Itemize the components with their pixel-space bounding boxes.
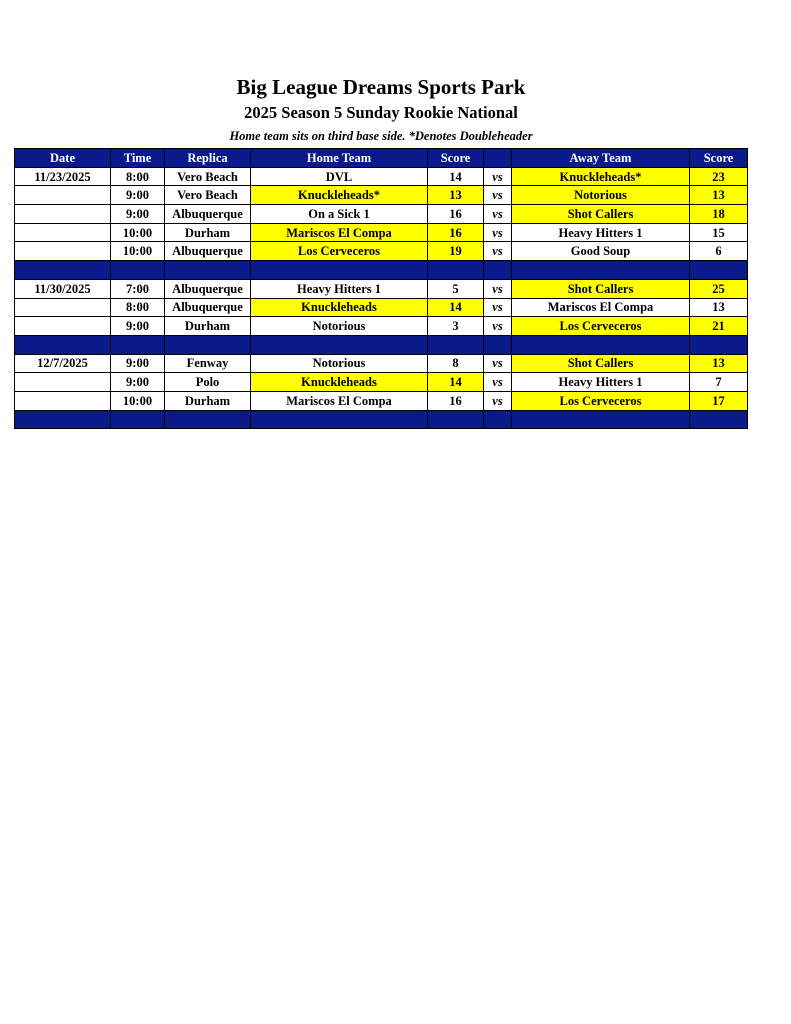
away-team-cell: Shot Callers bbox=[512, 354, 690, 373]
header-home-score: Score bbox=[428, 149, 484, 168]
schedule-body bbox=[15, 167, 748, 429]
replica-cell: Albuquerque bbox=[165, 279, 251, 298]
home-score-cell: 16 bbox=[428, 223, 484, 242]
separator-cell bbox=[165, 410, 251, 429]
separator-cell bbox=[15, 261, 111, 280]
separator-cell bbox=[251, 410, 428, 429]
vs-cell: vs bbox=[484, 167, 512, 186]
time-cell: 9:00 bbox=[111, 317, 165, 336]
separator-cell bbox=[428, 410, 484, 429]
home-team-cell: Notorious bbox=[251, 317, 428, 336]
header-replica: Replica bbox=[165, 149, 251, 168]
home-team-cell: DVL bbox=[251, 167, 428, 186]
separator-cell bbox=[690, 261, 748, 280]
away-team-cell: Mariscos El Compa bbox=[512, 298, 690, 317]
separator-cell bbox=[690, 410, 748, 429]
date-cell bbox=[15, 373, 111, 392]
time-cell: 8:00 bbox=[111, 298, 165, 317]
separator-cell bbox=[512, 261, 690, 280]
home-team-cell: On a Sick 1 bbox=[251, 205, 428, 224]
away-score-cell: 23 bbox=[690, 167, 748, 186]
separator-cell bbox=[15, 410, 111, 429]
replica-cell: Vero Beach bbox=[165, 186, 251, 205]
game-row bbox=[15, 223, 748, 242]
away-score-cell: 21 bbox=[690, 317, 748, 336]
home-score-cell: 8 bbox=[428, 354, 484, 373]
separator-cell bbox=[512, 335, 690, 354]
game-row bbox=[15, 279, 748, 298]
header-row bbox=[15, 149, 748, 168]
game-row bbox=[15, 317, 748, 336]
date-cell bbox=[15, 298, 111, 317]
separator-cell bbox=[512, 410, 690, 429]
time-cell: 9:00 bbox=[111, 373, 165, 392]
game-row bbox=[15, 205, 748, 224]
away-score-cell: 13 bbox=[690, 354, 748, 373]
replica-cell: Polo bbox=[165, 373, 251, 392]
home-team-cell: Notorious bbox=[251, 354, 428, 373]
vs-cell: vs bbox=[484, 373, 512, 392]
date-cell bbox=[15, 223, 111, 242]
separator-cell bbox=[111, 335, 165, 354]
separator-cell bbox=[251, 261, 428, 280]
week-separator-row bbox=[15, 410, 748, 429]
game-row bbox=[15, 298, 748, 317]
replica-cell: Durham bbox=[165, 317, 251, 336]
home-score-cell: 16 bbox=[428, 205, 484, 224]
time-cell: 9:00 bbox=[111, 354, 165, 373]
schedule-note: Home team sits on third base side. *Denotes Doubleheader bbox=[229, 129, 533, 143]
away-team-cell: Los Cerveceros bbox=[512, 317, 690, 336]
home-score-cell: 3 bbox=[428, 317, 484, 336]
away-score-cell: 18 bbox=[690, 205, 748, 224]
vs-cell: vs bbox=[484, 391, 512, 410]
away-team-cell: Heavy Hitters 1 bbox=[512, 223, 690, 242]
replica-cell: Fenway bbox=[165, 354, 251, 373]
separator-cell bbox=[690, 335, 748, 354]
separator-cell bbox=[165, 335, 251, 354]
date-cell: 12/7/2025 bbox=[15, 354, 111, 373]
vs-cell: vs bbox=[484, 205, 512, 224]
game-row bbox=[15, 373, 748, 392]
replica-cell: Albuquerque bbox=[165, 242, 251, 261]
game-row bbox=[15, 242, 748, 261]
date-cell bbox=[15, 186, 111, 205]
game-row bbox=[15, 391, 748, 410]
time-cell: 7:00 bbox=[111, 279, 165, 298]
home-team-cell: Knuckleheads* bbox=[251, 186, 428, 205]
separator-cell bbox=[111, 261, 165, 280]
time-cell: 8:00 bbox=[111, 167, 165, 186]
separator-cell bbox=[165, 261, 251, 280]
header-vs bbox=[484, 149, 512, 168]
separator-cell bbox=[111, 410, 165, 429]
away-team-cell: Notorious bbox=[512, 186, 690, 205]
week-separator-row bbox=[15, 335, 748, 354]
home-score-cell: 14 bbox=[428, 167, 484, 186]
away-team-cell: Shot Callers bbox=[512, 279, 690, 298]
vs-cell: vs bbox=[484, 242, 512, 261]
vs-cell: vs bbox=[484, 298, 512, 317]
page-title: Big League Dreams Sports Park bbox=[236, 75, 526, 99]
week-separator-row bbox=[15, 261, 748, 280]
header-away-team: Away Team bbox=[512, 149, 690, 168]
date-cell: 11/23/2025 bbox=[15, 167, 111, 186]
home-team-cell: Knuckleheads bbox=[251, 298, 428, 317]
game-row bbox=[15, 167, 748, 186]
away-score-cell: 7 bbox=[690, 373, 748, 392]
separator-cell bbox=[484, 261, 512, 280]
home-score-cell: 14 bbox=[428, 298, 484, 317]
date-cell bbox=[15, 242, 111, 261]
away-team-cell: Los Cerveceros bbox=[512, 391, 690, 410]
time-cell: 10:00 bbox=[111, 391, 165, 410]
home-score-cell: 16 bbox=[428, 391, 484, 410]
home-team-cell: Los Cerveceros bbox=[251, 242, 428, 261]
replica-cell: Durham bbox=[165, 223, 251, 242]
home-team-cell: Mariscos El Compa bbox=[251, 391, 428, 410]
replica-cell: Albuquerque bbox=[165, 205, 251, 224]
header-home-team: Home Team bbox=[251, 149, 428, 168]
separator-cell bbox=[428, 261, 484, 280]
home-team-cell: Knuckleheads bbox=[251, 373, 428, 392]
vs-cell: vs bbox=[484, 354, 512, 373]
header-time: Time bbox=[111, 149, 165, 168]
separator-cell bbox=[484, 410, 512, 429]
away-team-cell: Knuckleheads* bbox=[512, 167, 690, 186]
away-score-cell: 6 bbox=[690, 242, 748, 261]
separator-cell bbox=[251, 335, 428, 354]
home-team-cell: Heavy Hitters 1 bbox=[251, 279, 428, 298]
time-cell: 9:00 bbox=[111, 186, 165, 205]
separator-cell bbox=[15, 335, 111, 354]
page-subtitle: 2025 Season 5 Sunday Rookie National bbox=[244, 103, 518, 122]
header-date: Date bbox=[15, 149, 111, 168]
date-cell bbox=[15, 317, 111, 336]
time-cell: 10:00 bbox=[111, 223, 165, 242]
vs-cell: vs bbox=[484, 186, 512, 205]
away-team-cell: Good Soup bbox=[512, 242, 690, 261]
vs-cell: vs bbox=[484, 317, 512, 336]
replica-cell: Durham bbox=[165, 391, 251, 410]
home-score-cell: 19 bbox=[428, 242, 484, 261]
time-cell: 10:00 bbox=[111, 242, 165, 261]
away-score-cell: 13 bbox=[690, 298, 748, 317]
header-away-score: Score bbox=[690, 149, 748, 168]
separator-cell bbox=[484, 335, 512, 354]
away-team-cell: Heavy Hitters 1 bbox=[512, 373, 690, 392]
away-score-cell: 13 bbox=[690, 186, 748, 205]
schedule-table bbox=[14, 148, 748, 429]
vs-cell: vs bbox=[484, 279, 512, 298]
home-score-cell: 5 bbox=[428, 279, 484, 298]
separator-cell bbox=[428, 335, 484, 354]
date-cell bbox=[15, 391, 111, 410]
away-score-cell: 17 bbox=[690, 391, 748, 410]
home-score-cell: 14 bbox=[428, 373, 484, 392]
away-team-cell: Shot Callers bbox=[512, 205, 690, 224]
game-row bbox=[15, 186, 748, 205]
replica-cell: Albuquerque bbox=[165, 298, 251, 317]
away-score-cell: 25 bbox=[690, 279, 748, 298]
home-team-cell: Mariscos El Compa bbox=[251, 223, 428, 242]
home-score-cell: 13 bbox=[428, 186, 484, 205]
date-cell bbox=[15, 205, 111, 224]
vs-cell: vs bbox=[484, 223, 512, 242]
date-cell: 11/30/2025 bbox=[15, 279, 111, 298]
away-score-cell: 15 bbox=[690, 223, 748, 242]
replica-cell: Vero Beach bbox=[165, 167, 251, 186]
time-cell: 9:00 bbox=[111, 205, 165, 224]
game-row bbox=[15, 354, 748, 373]
